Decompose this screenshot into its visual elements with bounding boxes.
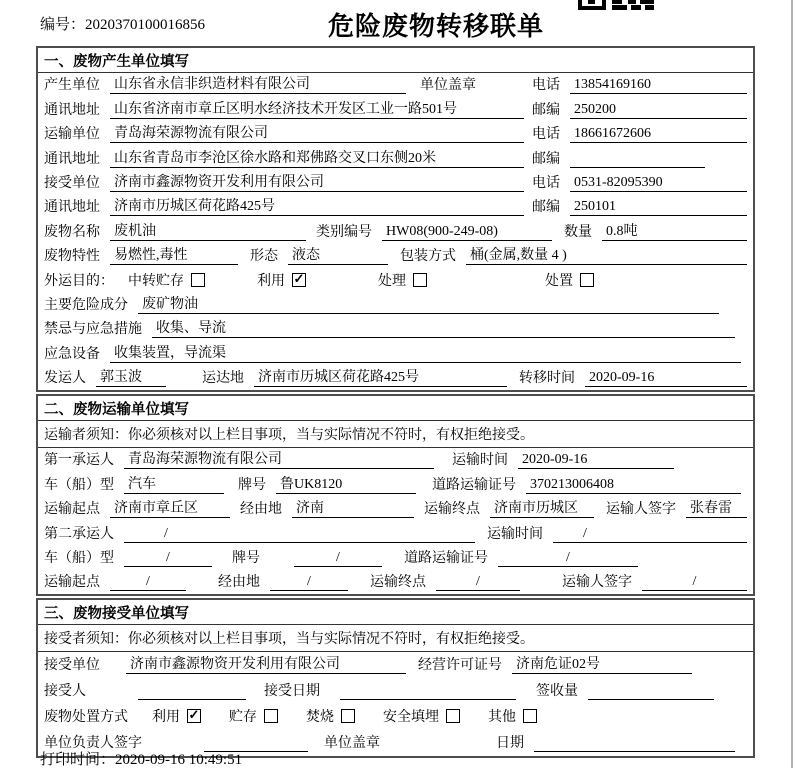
producer-phone-field: 13854169160 — [570, 77, 747, 94]
section-receive-heading: 三、废物接受单位填写 — [38, 600, 753, 625]
row-vehicle1 — [38, 472, 753, 496]
disposal-option-store — [229, 706, 278, 726]
row-receive-unit — [38, 652, 753, 678]
carrier1-label: 第一承运人 — [44, 453, 114, 469]
origin2-field: / — [110, 574, 186, 591]
receiver-zip-label: 邮编 — [532, 200, 560, 216]
taboo-measures-field: 收集、导流 — [152, 317, 735, 338]
row-receiver-address — [38, 195, 753, 219]
quantity-label: 数量 — [564, 224, 592, 240]
taboo-measures-label: 禁忌与应急措施 — [44, 322, 142, 338]
plate2-label: 牌号 — [232, 551, 260, 567]
sign1-label: 运输人签字 — [606, 502, 676, 518]
packing-field: 桶(金属,数量 4 ) — [466, 244, 747, 265]
operating-license-label: 经营许可证号 — [418, 658, 502, 674]
disposal-option-other — [488, 706, 537, 726]
end2-field: / — [436, 574, 520, 591]
disposal-utilize-checkbox — [187, 709, 201, 723]
category-code-field: HW08(900-249-08) — [382, 224, 552, 241]
purpose-treat-label: 处理 — [378, 273, 406, 289]
transporter-phone-field: 18661672606 — [570, 126, 747, 143]
serial-label: 编号： — [40, 17, 86, 33]
transport-time2-field: / — [553, 526, 747, 543]
vehicle1-type-label: 车（船）型 — [44, 477, 114, 493]
print-time-label: 打印时间： — [40, 752, 116, 768]
row-waste-name — [38, 219, 753, 243]
producer-address-field: 山东省济南市章丘区明水经济技术开发区工业一路501号 — [110, 98, 524, 119]
end1-field: 济南市历城区 — [490, 497, 594, 518]
section-producer-heading: 一、废物产生单位填写 — [38, 48, 753, 73]
shipper-label: 发运人 — [44, 371, 86, 387]
purpose-dispose-label: 处置 — [545, 273, 573, 289]
producer-unit-field: 山东省永信非织造材料有限公司 — [110, 73, 406, 94]
row-receive-person — [38, 678, 753, 704]
via1-label: 经由地 — [240, 502, 282, 518]
destination-label: 运达地 — [202, 371, 244, 387]
unit-signature-label: 单位负责人签字 — [44, 736, 142, 752]
hazard-component-label: 主要危险成分 — [44, 297, 128, 313]
via2-field: / — [270, 574, 348, 591]
receiver-phone-label: 电话 — [532, 175, 560, 191]
vehicle2-type-field: / — [124, 550, 212, 567]
transporter-zip-label: 邮编 — [532, 151, 560, 167]
road-license1-field: 370213006408 — [526, 477, 741, 494]
purpose-transfer-storage-label: 中转贮存 — [128, 273, 184, 289]
purpose-label: 外运目的： — [44, 273, 114, 289]
purpose-utilize-checkbox — [292, 273, 306, 287]
sign2-field: / — [642, 574, 747, 591]
receive-person-label: 接受人 — [44, 684, 86, 700]
end1-label: 运输终点 — [424, 502, 480, 518]
receive-unit-label: 接受单位 — [44, 658, 100, 674]
waste-trait-field: 易燃性,毒性 — [110, 244, 238, 265]
receive-amount-field — [588, 683, 714, 700]
print-time-value: 2020-09-16 10:49:51 — [115, 752, 243, 768]
transporter-phone-label: 电话 — [532, 127, 560, 143]
transporter-unit-label: 运输单位 — [44, 127, 100, 143]
purpose-treat-checkbox — [413, 273, 427, 287]
producer-phone-label: 电话 — [532, 78, 560, 94]
serial-value: 2020370100016856 — [85, 17, 206, 33]
row-hazard-component — [38, 293, 753, 317]
vehicle1-type-field: 汽车 — [124, 473, 224, 494]
waste-trait-label: 废物特性 — [44, 249, 100, 265]
row-carrier1 — [38, 448, 753, 472]
purpose-utilize-label: 利用 — [257, 273, 285, 289]
disposal-store-label: 贮存 — [229, 710, 257, 726]
plate1-label: 牌号 — [238, 477, 266, 493]
disposal-option-utilize — [152, 706, 201, 726]
purpose-option-utilize — [257, 270, 306, 290]
origin1-label: 运输起点 — [44, 502, 100, 518]
transporter-address-field: 山东省青岛市李沧区徐水路和郑佛路交叉口东侧20米 — [110, 147, 524, 168]
transfer-time-field: 2020-09-16 — [585, 370, 747, 387]
disposal-store-checkbox — [264, 709, 278, 723]
receiver-unit-label: 接受单位 — [44, 175, 100, 191]
waste-name-label: 废物名称 — [44, 224, 100, 240]
purpose-option-dispose — [545, 270, 594, 290]
carrier1-field: 青岛海荣源物流有限公司 — [124, 448, 434, 469]
purpose-option-treat — [378, 270, 427, 290]
disposal-other-checkbox — [523, 709, 537, 723]
transporter-zip-field — [570, 151, 705, 168]
category-code-label: 类别编号 — [316, 224, 372, 240]
disposal-other-label: 其他 — [488, 710, 516, 726]
receiver-address-label: 通讯地址 — [44, 200, 100, 216]
transport-notice: 运输者须知：你必须核对以上栏目事项，当与实际情况不符时，有权拒绝接受。 — [38, 421, 753, 448]
receive-notice: 接受者须知：你必须核对以上栏目事项，当与实际情况不符时，有权拒绝接受。 — [38, 625, 753, 652]
producer-address-label: 通讯地址 — [44, 102, 100, 118]
receive-date-label: 接受日期 — [264, 684, 320, 700]
form-state-label: 形态 — [250, 249, 278, 265]
disposal-option-landfill — [383, 706, 460, 726]
transfer-time-label: 转移时间 — [519, 371, 575, 387]
row-vehicle2 — [38, 546, 753, 570]
row-producer-unit — [38, 73, 753, 97]
receiver-phone-field: 0531-82095390 — [570, 175, 747, 192]
row-carrier2 — [38, 521, 753, 545]
row-route2 — [38, 570, 753, 594]
purpose-dispose-checkbox — [580, 273, 594, 287]
document-header — [0, 0, 796, 46]
row-receiver-unit — [38, 171, 753, 195]
row-disposal-method — [38, 704, 753, 730]
producer-unit-label: 产生单位 — [44, 78, 100, 94]
emergency-equipment-field: 收集装置，导流渠 — [110, 342, 741, 363]
packing-label: 包装方式 — [400, 249, 456, 265]
page-title: 危险废物转移联单 — [328, 12, 545, 41]
disposal-option-incinerate — [306, 706, 355, 726]
sign2-label: 运输人签字 — [562, 575, 632, 591]
quantity-field: 0.8吨 — [602, 220, 747, 241]
row-transporter-address — [38, 146, 753, 170]
section-transport — [36, 394, 755, 596]
receiver-address-field: 济南市历城区荷花路425号 — [110, 195, 524, 216]
section-receive — [36, 598, 755, 758]
operating-license-field: 济南危证02号 — [512, 653, 692, 674]
disposal-method-label: 废物处置方式 — [44, 710, 128, 726]
producer-zip-label: 邮编 — [532, 102, 560, 118]
transporter-address-label: 通讯地址 — [44, 151, 100, 167]
row-waste-trait — [38, 244, 753, 268]
plate1-field: 鲁UK8120 — [276, 473, 416, 494]
purpose-option-transfer-storage — [128, 270, 205, 290]
receive-seal-label: 单位盖章 — [324, 736, 380, 752]
purpose-transfer-storage-checkbox — [191, 273, 205, 287]
via2-label: 经由地 — [218, 575, 260, 591]
row-producer-address — [38, 97, 753, 121]
road-license2-label: 道路运输证号 — [404, 551, 488, 567]
origin1-field: 济南市章丘区 — [110, 497, 230, 518]
section-transport-heading: 二、废物运输单位填写 — [38, 396, 753, 421]
receive-unit-field: 济南市鑫源物资开发利用有限公司 — [126, 653, 406, 674]
unit-seal-label: 单位盖章 — [420, 78, 476, 94]
emergency-equipment-label: 应急设备 — [44, 346, 100, 362]
transporter-unit-field: 青岛海荣源物流有限公司 — [110, 122, 524, 143]
form-state-field: 液态 — [288, 244, 388, 265]
serial-number — [40, 13, 205, 34]
waste-name-field: 废机油 — [110, 220, 306, 241]
section-producer — [36, 46, 755, 392]
end2-label: 运输终点 — [370, 575, 426, 591]
receiver-zip-field: 250101 — [570, 199, 747, 216]
disposal-landfill-label: 安全填埋 — [383, 710, 439, 726]
sign1-field: 张春雷 — [686, 497, 747, 518]
row-transporter-unit — [38, 122, 753, 146]
carrier2-field: / — [124, 526, 475, 543]
origin2-label: 运输起点 — [44, 575, 100, 591]
row-purpose — [38, 268, 753, 292]
carrier2-label: 第二承运人 — [44, 526, 114, 542]
disposal-landfill-checkbox — [446, 709, 460, 723]
receiver-unit-field: 济南市鑫源物资开发利用有限公司 — [110, 171, 524, 192]
row-route1 — [38, 497, 753, 521]
qr-code-icon — [578, 0, 656, 10]
row-emergency-equipment — [38, 341, 753, 365]
vehicle2-type-label: 车（船）型 — [44, 551, 114, 567]
disposal-utilize-label: 利用 — [152, 710, 180, 726]
destination-field: 济南市历城区荷花路425号 — [254, 366, 507, 387]
producer-zip-field: 250200 — [570, 102, 747, 119]
transport-time2-label: 运输时间 — [487, 526, 543, 542]
transport-time1-label: 运输时间 — [452, 453, 508, 469]
row-taboo-measures — [38, 317, 753, 341]
hazard-component-field: 废矿物油 — [138, 293, 719, 314]
disposal-incinerate-checkbox — [341, 709, 355, 723]
shipper-field: 郭玉波 — [96, 366, 166, 387]
receive-person-field — [138, 683, 246, 700]
disposal-incinerate-label: 焚烧 — [306, 710, 334, 726]
receive-date2-label: 日期 — [496, 736, 524, 752]
receive-amount-label: 签收量 — [536, 684, 578, 700]
road-license2-field: / — [498, 550, 638, 567]
transport-time1-field: 2020-09-16 — [518, 452, 674, 469]
receive-date2-field — [534, 735, 735, 752]
via1-field: 济南 — [292, 497, 414, 518]
plate2-field: / — [294, 550, 382, 567]
road-license1-label: 道路运输证号 — [432, 477, 516, 493]
page-edge-line — [791, 0, 793, 768]
print-time — [40, 748, 242, 769]
row-shipper — [38, 366, 753, 390]
receive-date-field — [340, 683, 516, 700]
transfer-manifest-form — [36, 46, 755, 760]
